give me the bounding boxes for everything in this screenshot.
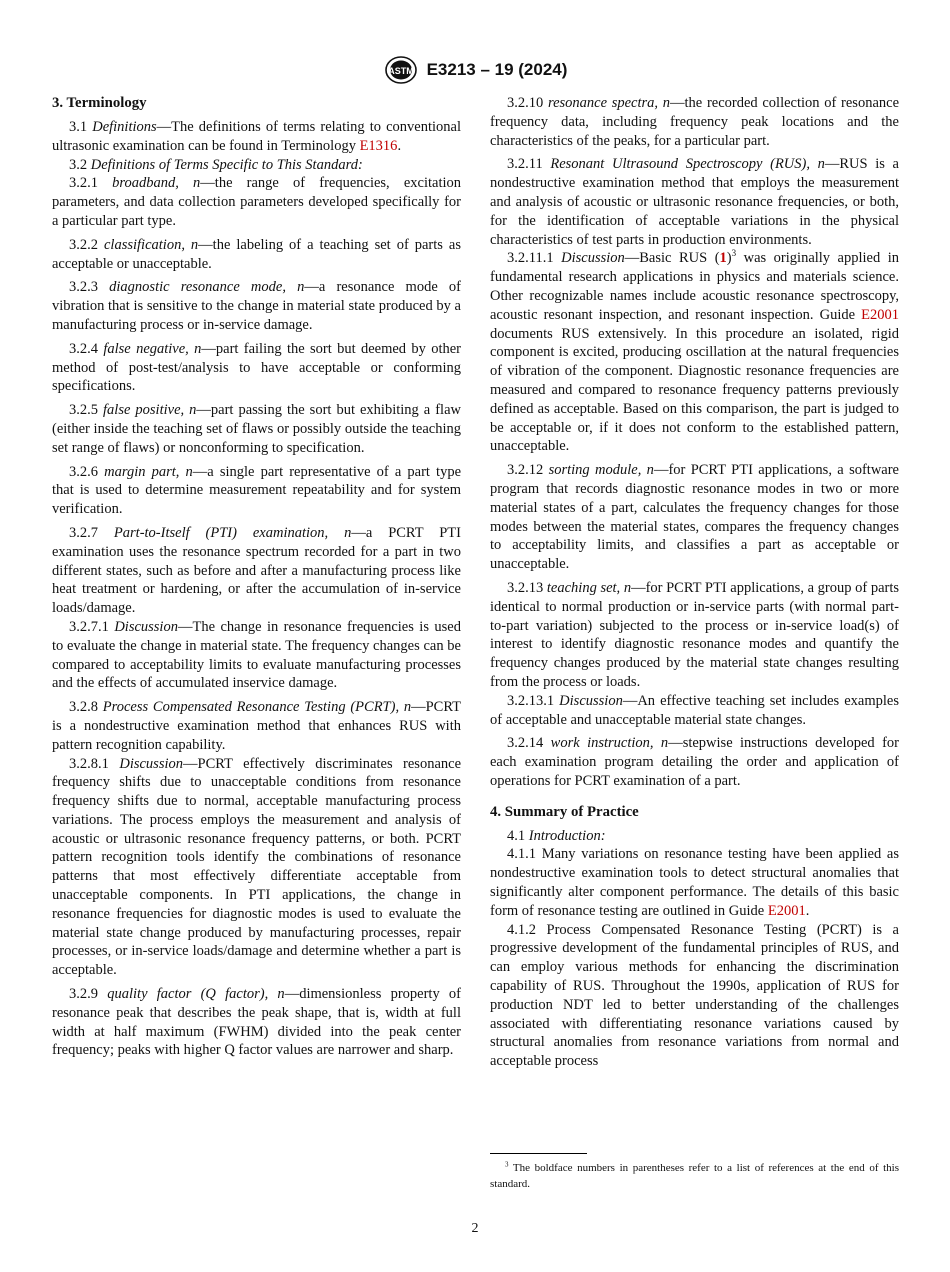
term-paragraph: 3.2.11 Resonant Ultrasound Spectroscopy (RUS), n—RUS is a nondestructive examination method that employs the measurement and analysis of acoustic or ultrasonic resonance frequencies, or both, for the identification of acceptable variations in the physical characteristics of test parts in production environments.: [490, 156, 899, 248]
term-paragraph: 3.2.8.1 Discussion—PCRT effectively discriminates resonance frequency shifts due to unacceptable conditions from resonance frequency shifts due to normal, acceptable manufacturing process variations. The process employs the measurement and analysis of acoustic or ultrasonic resonance frequency patterns, or both. PCRT pattern recognition tools identify the combinations of resonance patterns that most effectively differentiate acceptable from unacceptable components. In PTI applications, the change in resonance frequencies for diagnostic modes is used to evaluate the material state change produced by manufacturing processes, repair processes, or in-service loads/damage and determine whether a part is acceptable.: [52, 755, 462, 979]
footnote-text: The boldface numbers in parentheses refer to a list of references at the end of this standard.: [490, 1162, 899, 1190]
term-paragraph: 3.2.13.1 Discussion—An effective teaching set includes examples of acceptable and unacceptable material state changes.: [490, 692, 900, 728]
term-paragraph: 3.2.1 broadband, n—the range of frequencies, excitation parameters, and data collection parameters developed specifically for a particular part type.: [52, 175, 462, 229]
para-4-1-2: 4.1.2 Process Compensated Resonance Testing (PCRT) is a progressive development of the fundamental principles of RUS, and can employ various methods for enhancing the discrimination capability of RUS. Throughout the 1990s, application of RUS for production NDT led to better understanding of the challenges associated with differentiating resonance variations caused by structural anomalies from resonance variations from normal and acceptable process: [490, 921, 899, 1070]
standard-designation: E3213 – 19 (2024): [426, 60, 568, 79]
footnote-marker: 3: [731, 248, 737, 259]
term-paragraph: 3.2.8 Process Compensated Resonance Testing (PCRT), n—PCRT is a nondestructive examination method that enhances RUS with pattern recognition capability.: [52, 699, 462, 753]
section-4-title: 4. Summary of Practice: [490, 803, 639, 820]
term-paragraph: 3.2.4 false negative, n—part failing the sort but deemed by other method of post-test/analysis to have acceptable or conforming specifications.: [52, 340, 461, 395]
term-paragraph: 3.2.6 margin part, n—a single part representative of a part type that is used to determine measurement repeatability and for system verification.: [52, 463, 462, 518]
astm-logo-icon: [383, 55, 419, 85]
page-header: [0, 56, 950, 84]
link-e1316[interactable]: E1316: [359, 137, 398, 154]
term-paragraph: 3.2.14 work instruction, n—stepwise instructions developed for each examination program detailing the order and application of operations for PCRT examination of a part.: [490, 735, 899, 789]
para-4-1: 4.1 Introduction:: [507, 827, 606, 844]
para-3-2: 3.2 Definitions of Terms Specific to This Standard:: [69, 156, 363, 173]
astm-logo-text: ASTM: [387, 66, 414, 76]
term-paragraph: 3.2.13 teaching set, n—for PCRT PTI applications, a group of parts identical to normal production or in-service parts (with normal part-to-part variation) subjected to the process or in-service load(s) of interest to identify diagnostic resonance modes and quantify the frequency changes produced by the material state changes resulting from the process or loads.: [490, 579, 900, 690]
footnote-number: 3: [505, 1160, 509, 1169]
term-paragraph: 3.2.7.1 Discussion—The change in resonance frequencies is used to evaluate the change in material state. The frequency changes can be compared to acceptability limits to evaluate manufacturing processes and the effects of accumulated inservice damage.: [52, 618, 461, 692]
term-paragraph: 3.2.7 Part-to-Itself (PTI) examination, n—a PCRT PTI examination uses the resonance spectrum recorded for a part in two different states, such as before and after a manufacturing process like heat treatment or hardening, or after the accumulation of in-service loads/damage.: [52, 524, 461, 617]
reference-link[interactable]: 1: [719, 250, 727, 267]
link-e2001[interactable]: E2001: [767, 902, 806, 919]
para-3-2-11-1: 3.2.11.1 Discussion—Basic RUS $(1)^3$ was originally applied in fundamental research applications in physics and materials science. Other recognizable names include acoustic resonance spectroscopy, acoustic resonant inspection, and resonant inspection. Guide E2001 documents RUS extensively. In this procedure an isolated, rigid component is excited, producing oscillation at the natural frequencies of vibration of the component. Diagnostic resonance frequencies are measured and compared to resonance frequency patterns previously defined as acceptable. Based on this comparison, the part is judged to be acceptable or, if it does not conform to the established pattern, unacceptable.: [490, 248, 900, 455]
right-column: [490, 94, 899, 1071]
term-paragraph: 3.2.10 resonance spectra, n—the recorded collection of resonance frequency data, including frequency peak locations and the characteristics of the peaks, for a particular part.: [490, 95, 899, 149]
para-4-1-1: 4.1.1 Many variations on resonance testing have been applied as nondestructive examination tools to detect structural anomalies that significantly alter component performance. The details of this basic form of resonance testing are outlined in Guide E2001.: [490, 846, 900, 919]
section-3-title: 3. Terminology: [52, 95, 147, 111]
footnote-divider: [490, 1153, 587, 1154]
link-e2001[interactable]: E2001: [861, 306, 899, 323]
para-3-1: 3.1 Definitions—The definitions of terms relating to conventional ultrasonic examination can be found in Terminology E1316.: [52, 119, 461, 154]
term-paragraph: 3.2.2 classification, n—the labeling of a teaching set of parts as acceptable or unacceptable.: [52, 236, 461, 272]
term-paragraph: 3.2.9 quality factor (Q factor), n—dimensionless property of resonance peak that describes the peak shape, that is, width at full width at half maximum (FWHM) divided into the peak center frequency; peaks with higher Q factor values are narrower and sharp.: [52, 986, 462, 1059]
footnote: [490, 1161, 899, 1192]
page-number: 2: [471, 1221, 479, 1236]
term-paragraph: 3.2.3 diagnostic resonance mode, n—a resonance mode of vibration that is sensitive to the change in material state produced by a manufacturing process or in-service damage.: [52, 279, 461, 333]
term-paragraph: 3.2.5 false positive, n—part passing the sort but exhibiting a flaw (either inside the teaching set of flaws or possibly outside the teaching set range of flaws) or nonconforming to specification.: [52, 402, 461, 456]
left-column: [52, 94, 461, 1065]
term-paragraph: 3.2.12 sorting module, n—for PCRT PTI applications, a software program that records diagnostic resonance modes in two or more material states of a part, calculates the frequency changes for those modes between the material states, compares the frequency changes to acceptability limits, and classifies a part as acceptable or unacceptable.: [490, 462, 899, 573]
